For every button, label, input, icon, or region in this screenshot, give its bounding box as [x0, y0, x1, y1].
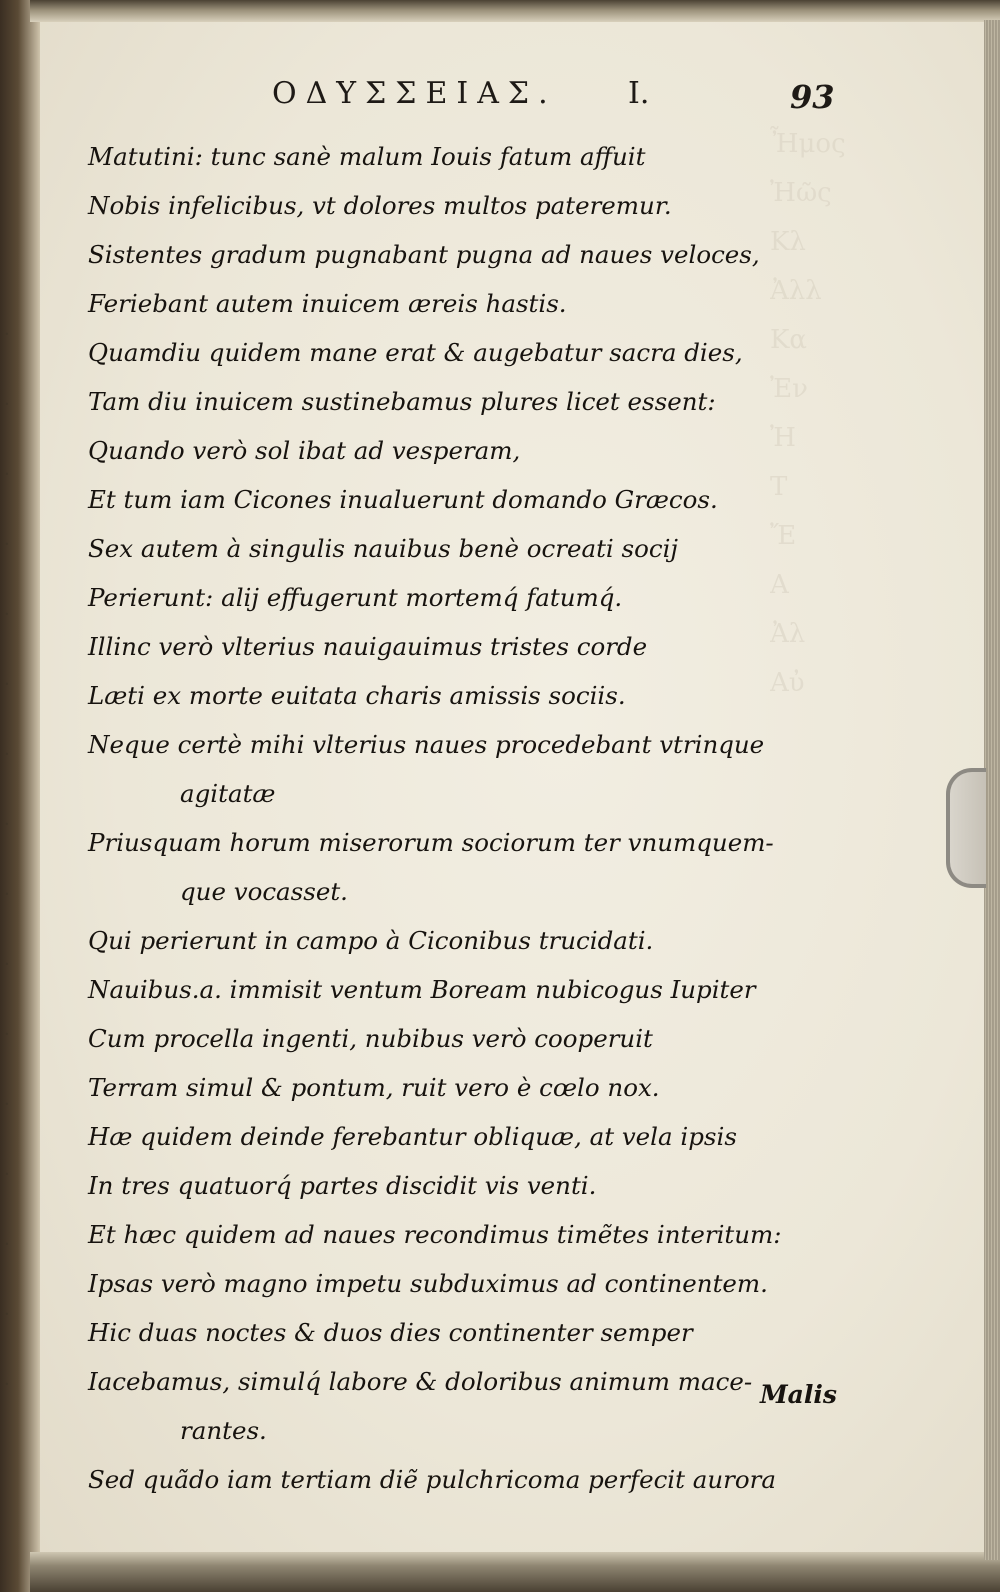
- text-line: Qui perierunt in campo à Ciconibus trucidati.: [88, 926, 654, 955]
- running-title: ΟΔΥΣΣΕΙΑΣ.: [272, 76, 557, 111]
- text-line: Cum procella ingenti, nubibus verò cooperuit: [88, 1024, 653, 1053]
- body-text: [88, 132, 848, 1504]
- text-line: Sistentes gradum pugnabant pugna ad naues veloces,: [88, 240, 760, 269]
- text-line: Terram simul & pontum, ruit vero è cœlo nox.: [88, 1073, 660, 1102]
- book-number: Ι.: [628, 76, 650, 111]
- text-line-continuation: que vocasset.: [180, 877, 348, 906]
- text-line: Et hæc quidem ad naues recondimus timẽtes interitum:: [88, 1220, 782, 1249]
- text-line: Læti ex morte euitata charis amissis sociis.: [88, 681, 626, 710]
- text-line: In tres quatuorq́ partes discidit vis venti.: [88, 1171, 597, 1200]
- catchword: Malis: [760, 1380, 837, 1409]
- text-line: Nauibus.a. immisit ventum Boream nubicogus Iupiter: [88, 975, 756, 1004]
- text-line: Nobis infelicibus, vt dolores multos pateremur.: [88, 191, 672, 220]
- text-line: Tam diu inuicem sustinebamus plures licet essent:: [88, 387, 716, 416]
- top-page-edge: [30, 0, 1000, 22]
- bleed-through-text: Ἦμος Ἠῶς Κλ Ἀλλ Κα Ἐν Ἠ Τ Ἔ Α Ἀλ Αὐ: [770, 129, 846, 698]
- text-line: Hic duas noctes & duos dies continenter semper: [88, 1318, 693, 1347]
- text-line: Iacebamus, simulq́ labore & doloribus animum mace-: [88, 1367, 753, 1396]
- text-line: Perierunt: alij effugerunt mortemq́ fatumq́.: [88, 583, 623, 612]
- text-line-continuation: rantes.: [180, 1416, 267, 1445]
- text-line-continuation: agitatæ: [180, 779, 276, 808]
- running-header: [272, 72, 872, 122]
- right-page-edges: [984, 20, 1000, 1560]
- text-line: Sex autem à singulis nauibus benè ocreati socij: [88, 534, 679, 563]
- text-line: Sed quãdo iam tertiam diẽ pulchricoma perfecit aurora: [88, 1465, 776, 1494]
- text-line: Matutini: tunc sanè malum Iouis fatum affuit: [88, 142, 646, 171]
- text-line: Feriebant autem inuicem æreis hastis.: [88, 289, 567, 318]
- text-line: Quamdiu quidem mane erat & augebatur sacra dies,: [88, 338, 743, 367]
- book-clip: [946, 768, 986, 888]
- text-line: Hæ quidem deinde ferebantur obliquæ, at vela ipsis: [88, 1122, 737, 1151]
- text-line: Ipsas verò magno impetu subduximus ad continentem.: [88, 1269, 768, 1298]
- bottom-page-edge: [30, 1552, 1000, 1592]
- text-line: Priusquam horum miserorum sociorum ter vnumquem-: [88, 828, 774, 857]
- text-line: Illinc verò vlterius nauigauimus tristes corde: [88, 632, 648, 661]
- facing-page-margin: · · · · · · · · · · · · · · · ·: [4, 324, 10, 1395]
- text-line: Quando verò sol ibat ad vesperam,: [88, 436, 521, 465]
- page-number: 93: [790, 78, 835, 116]
- text-line: Et tum iam Cicones inualuerunt domando Græcos.: [88, 485, 718, 514]
- text-line: Neque certè mihi vlterius naues procedebant vtrinque: [88, 730, 765, 759]
